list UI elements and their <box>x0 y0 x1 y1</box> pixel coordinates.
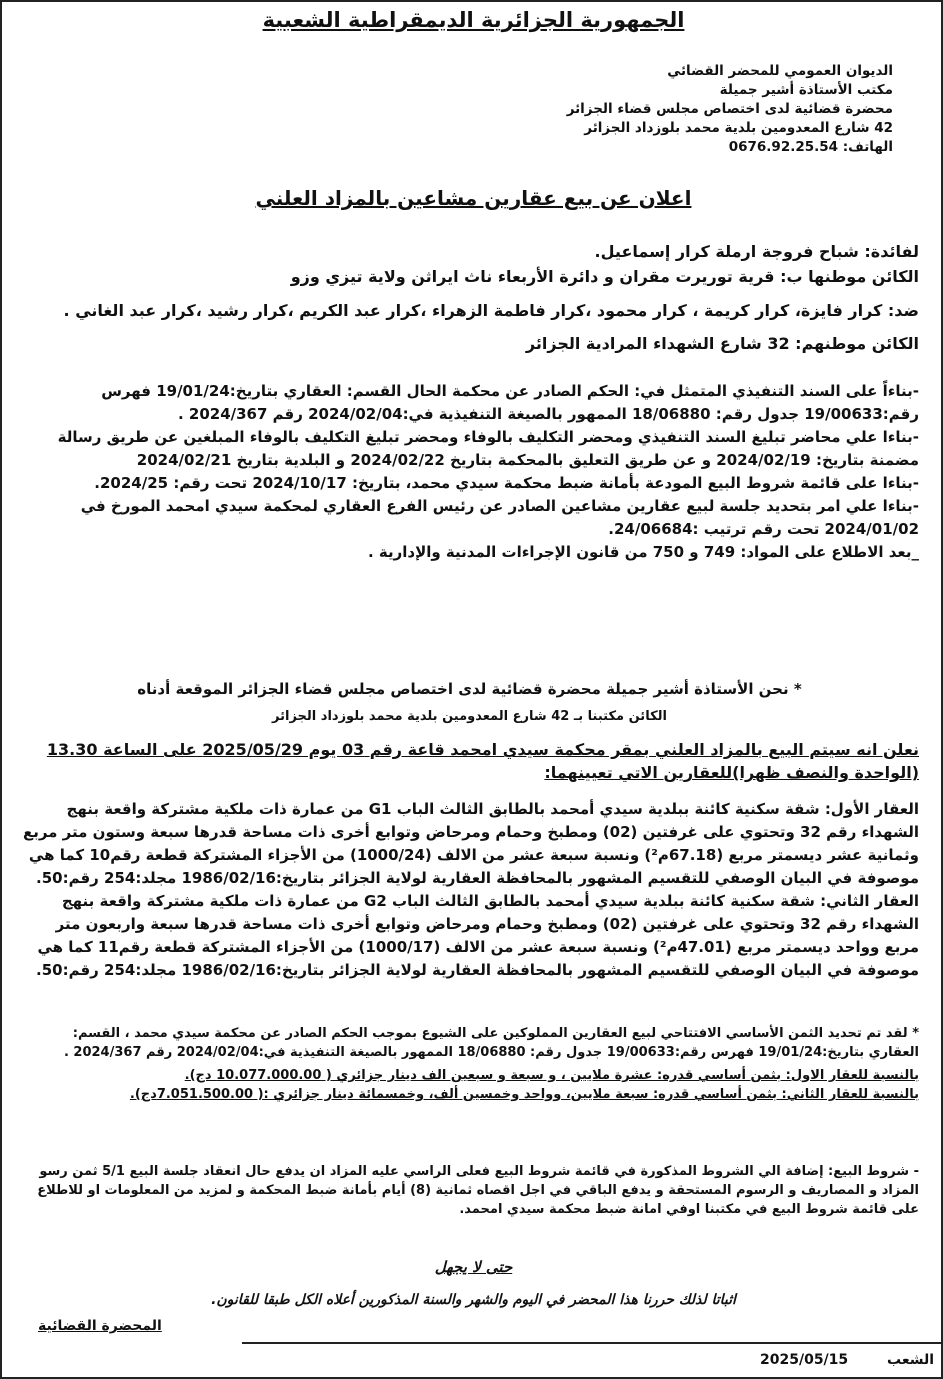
declarant-address: الكائن مكتبنا بـ 42 شارع المعدومين بلدية محمد بلوزداد الجزائر <box>272 709 667 724</box>
recital: _بعد الاطلاع على المواد: 749 و 750 من قانون الإجراءات المدنية والإدارية . <box>367 543 919 561</box>
sale-conditions: - شروط البيع: إضافة الي الشروط المذكورة في قائمة شروط البيع فعلى الراسي عليه المزاد ان يدفع حال انعقاد جلسة البيع 5/1 ثمن رسو المزاد و المصاريف و الرسوم المستحقة و يدفع الباقي في اجل اقصاه ثمانية (8) أيام بأمانة ضبط المحكمة و لمزيد من المعلومات او للاطلاع على قائمة شروط البيع في مكتبنا اوفي امانة ضبط محكمة سيدي امحمد. <box>37 1164 919 1217</box>
conditions-block <box>20 1162 919 1219</box>
footer-divider <box>242 1342 941 1344</box>
closing-statement: اثباتا لذلك حررنا هذا المحضر في اليوم والشهر والسنة المذكورين أعلاه الكل طبقا للقانون. <box>211 1292 736 1308</box>
recital: -بناءا على قائمة شروط البيع المودعة بأمانة ضبط محكمة سيدي محمد، بتاريخ: 2024/10/17 تحت رقم: 2024/25. <box>94 474 919 492</box>
office-phone: الهاتف: 0676.92.25.54 <box>728 139 893 155</box>
office-line: 42 شارع المعدومين بلدية محمد بلوزداد الجزائر <box>584 120 893 136</box>
against-address: الكائن موطنهم: 32 شارع الشهداء المرادية الجزائر <box>525 334 919 354</box>
announcement-block <box>20 738 919 785</box>
office-line: محضرة قضائية لدى اختصاص مجلس قضاء الجزائر <box>566 101 893 117</box>
office-line: مكتب الأستاذة أشير جميلة <box>719 82 893 98</box>
declarant-block <box>20 678 919 726</box>
recitals-block <box>20 380 919 564</box>
properties-block <box>20 798 919 982</box>
publication-date: 2025/05/15 <box>760 1352 849 1368</box>
office-block <box>373 62 893 157</box>
publication-source: الشعب <box>887 1352 935 1368</box>
signature-label: المحضرة القضائية <box>38 1318 162 1334</box>
parties-block <box>20 240 919 356</box>
declarant: * نحن الأستاذة أشير جميلة محضرة قضائية لدى اختصاص مجلس قضاء الجزائر الموقعة أدناه <box>137 680 802 698</box>
notice-heading: اعلان عن بيع عقارين مشاعين بالمزاد العلني <box>255 186 692 210</box>
recital: -بناءا علي محاضر تبليغ السند التنفيذي ومحضر التكليف بالوفاء ومحضر تبليغ التكليف بالوفاء المبلغين عن طريق رسالة مضمنة بتاريخ: 2024/02/19 و عن طريق التعليق بالمحكمة بتاريخ 2024/02/22 و البلدية بتاريخ 2024/02/21 <box>57 428 919 469</box>
price-property-1: بالنسبة للعقار الاول: بثمن أساسي قدره: عشرة ملايين ، و سبعة و سبعين الف دينار جزائري ( 10.077.000.00 دج). <box>184 1068 919 1083</box>
recital: -بناءا علي امر بتحديد جلسة لبيع عقارين مشاعين الصادر عن رئيس الفرع العقاري لمحكمة سيدي امحمد المورخ في 2024/01/02 تحت رقم ترتيب :24/06684. <box>80 497 919 538</box>
recital: -بناءاً على السند التنفيذي المتمثل في: الحكم الصادر عن محكمة الحال القسم: العقاري بتاريخ:19/01/24 فهرس رقم:19/00633 جدول رقم: 18/06880 الممهور بالصيغة التنفيذية في:2024/02/04 رقم 2024/367 . <box>101 382 919 423</box>
office-line: الديوان العمومي للمحضر القضائي <box>667 63 893 79</box>
property-1: العقار الأول: شقة سكنية كائنة ببلدية سيدي أمحمد بالطابق الثالث الباب G1 من عمارة ذات ملكية مشتركة واقعة بنهج الشهداء رقم 32 وتحتوي على غرفتين (02) ومطبخ وحمام ومرحاض وتوابع أخرى ذات مساحة قدرها سبعة وستون متر مربع وثمانية عشر ديسمتر مربع (67.18م²) ونسبة سبعة عشر من الالف (1000/24) من الأجزاء المشتركة قطعة رقم10 كما هي موصوفة في البيان الوصفي للتقسيم المشهور بالمحافظة العقارية لولاية الجزائر بتاريخ:1986/02/16 مجلد:254 رقم:50. <box>22 800 919 887</box>
price-basis: * لقد تم تحديد الثمن الأساسي الافتتاحي لبيع العقارين المملوكين على الشيوع بموجب الحكم الصادر عن محكمة سيدي محمد ، القسم: العقاري بتاريخ:19/01/24 فهرس رقم:19/00633 جدول رقم: 18/06880 الممهور بالصيغة التنفيذية في:2024/02/04 رقم 2024/367 . <box>63 1026 919 1060</box>
signoff: حتى لا يجهل <box>434 1258 513 1276</box>
announcement: نعلن انه سيتم البيع بالمزاد العلني بمقر محكمة سيدي امحمد قاعة رقم 03 يوم 2025/05/29 على الساعة 13.30 (الواحدة والنصف ظهرا)للعقارين الاتي تعيينهما: <box>46 740 919 783</box>
price-property-2: بالنسبة للعقار الثاني: بثمن أساسي قدره: سبعة ملايين، وواحد وخمسين ألف، وخمسمائة دينار جزائري :( 7.051.500.00دج). <box>129 1087 919 1102</box>
republic-title: الجمهورية الجزائرية الديمقراطية الشعبية <box>262 8 685 32</box>
property-2: العقار الثاني: شقة سكنية كائنة ببلدية سيدي أمحمد بالطابق الثالث الباب G2 من عمارة ذات ملكية مشتركة واقعة بنهج الشهداء رقم 32 وتحتوي على غرفتين (02) ومطبخ وحمام ومرحاض وتوابع أخرى ذات مساحة قدرها سبعة واربعون متر مربع وواحد ديسمتر مربع (47.01م²) ونسبة سبعة عشر من الالف (1000/17) من الأجزاء المشتركة قطعة رقم11 كما هي موصوفة في البيان الوصفي للتقسيم المشهور بالمحافظة العقارية لولاية الجزائر بتاريخ:1986/02/16 مجلد:254 رقم:50. <box>36 892 919 979</box>
against: ضد: كرار فايزة، كرار كريمة ، كرار محمود ،كرار فاطمة الزهراء ،كرار عبد الكريم ،كرار رشيد ،كرار عبد الغاني . <box>63 300 919 320</box>
beneficiary: لفائدة: شباح فروجة ارملة كرار إسماعيل. <box>594 242 919 261</box>
beneficiary-address: الكائن موطنها ب: قرية توريرت مقران و دائرة الأربعاء ناث ايراثن ولاية تيزي وزو <box>290 267 919 287</box>
pricing-block <box>20 1024 919 1104</box>
